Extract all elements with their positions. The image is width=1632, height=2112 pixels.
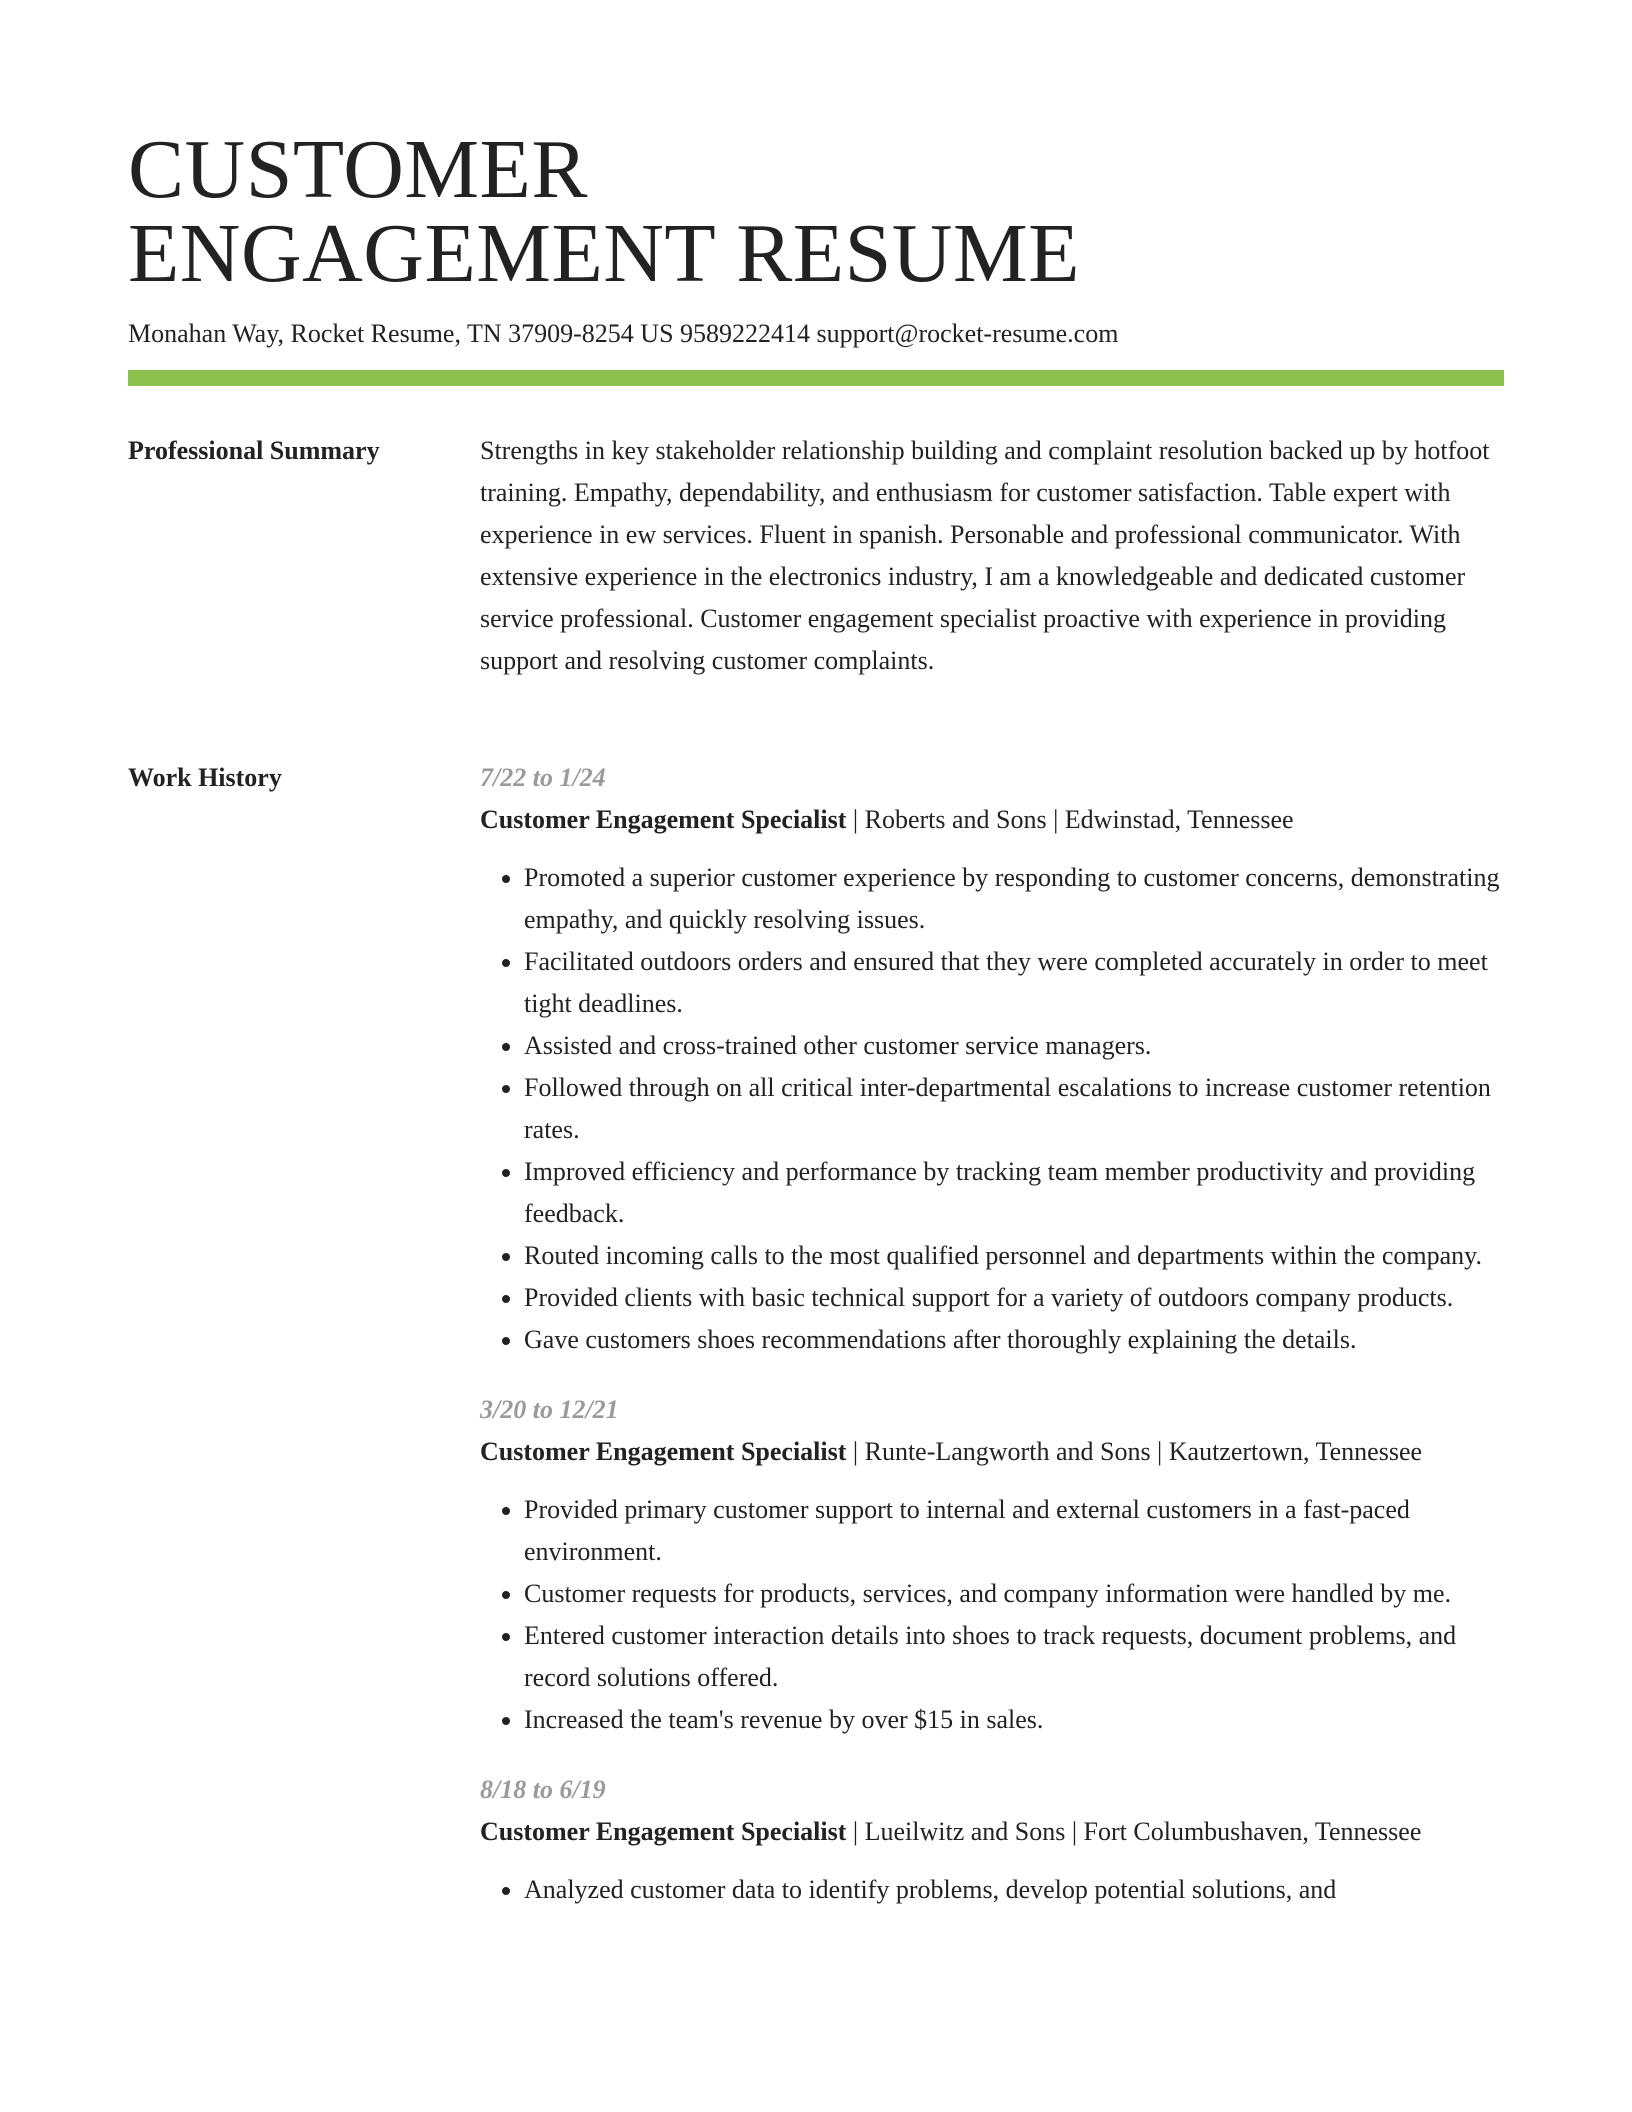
job-employer-location: | Roberts and Sons | Edwinstad, Tennessee <box>846 805 1294 834</box>
job-bullet: • Improved efficiency and performance by tracking team member productivity and providing feedback. <box>524 1151 1504 1235</box>
work-history-body <box>480 757 1504 1939</box>
job-employer-location: | Runte-Langworth and Sons | Kautzertown, Tennessee <box>846 1437 1423 1466</box>
job-bullet: • Analyzed customer data to identify problems, develop potential solutions, and <box>524 1869 1504 1911</box>
contact-info: Monahan Way, Rocket Resume, TN 37909-8254 US 9589222414 support@rocket-resume.com <box>128 319 1119 348</box>
summary-body <box>480 430 1504 682</box>
job-bullet: • Gave customers shoes recommendations after thoroughly explaining the details. <box>524 1319 1504 1361</box>
job-dates: 3/20 to 12/21 <box>480 1395 619 1424</box>
job-entry <box>480 1769 1504 1911</box>
job-dates: 7/22 to 1/24 <box>480 763 606 792</box>
job-heading <box>480 1811 1504 1853</box>
job-bullet-list <box>480 1869 1504 1911</box>
job-bullet: • Routed incoming calls to the most qualified personnel and departments within the company. <box>524 1235 1504 1277</box>
job-role: Customer Engagement Specialist <box>480 1817 847 1846</box>
job-dates: 8/18 to 6/19 <box>480 1775 606 1804</box>
job-heading <box>480 799 1504 841</box>
job-bullet: • Entered customer interaction details into shoes to track requests, document problems, and record solutions offered. <box>524 1615 1504 1699</box>
work-history-label: Work History <box>128 763 282 792</box>
job-bullet: • Customer requests for products, services, and company information were handled by me. <box>524 1573 1504 1615</box>
summary-text: Strengths in key stakeholder relationship building and complaint resolution backed up by hotfoot training. Empathy, dependability, and enthusiasm for customer satisfaction. Table expert with experience in ew services. Fluent in spanish. Personable and professional communicator. With extensive experience in the electronics industry, I am a knowledgeable and dedicated customer service professional. Customer engagement specialist proactive with experience in providing support and resolving customer complaints. <box>480 436 1490 675</box>
job-employer-location: | Lueilwitz and Sons | Fort Columbushaven, Tennessee <box>846 1817 1422 1846</box>
job-bullet: • Promoted a superior customer experience by responding to customer concerns, demonstrating empathy, and quickly resolving issues. <box>524 857 1504 941</box>
job-bullet: • Provided primary customer support to internal and external customers in a fast-paced environment. <box>524 1489 1504 1573</box>
accent-divider <box>128 370 1504 386</box>
summary-label: Professional Summary <box>128 436 380 465</box>
job-bullet: • Increased the team's revenue by over $15 in sales. <box>524 1699 1504 1741</box>
resume-title <box>128 123 1504 300</box>
job-bullet: • Assisted and cross-trained other customer service managers. <box>524 1025 1504 1067</box>
job-role: Customer Engagement Specialist <box>480 1437 847 1466</box>
job-bullet: • Followed through on all critical inter-departmental escalations to increase customer retention rates. <box>524 1067 1504 1151</box>
job-role: Customer Engagement Specialist <box>480 805 847 834</box>
job-bullet: • Facilitated outdoors orders and ensured that they were completed accurately in order to meet tight deadlines. <box>524 941 1504 1025</box>
job-entry <box>480 1389 1504 1741</box>
title-line-1: CUSTOMER <box>128 123 588 216</box>
job-heading <box>480 1431 1504 1473</box>
resume-header <box>128 123 1504 350</box>
job-bullet: • Provided clients with basic technical support for a variety of outdoors company products. <box>524 1277 1504 1319</box>
job-bullet-list <box>480 857 1504 1361</box>
job-bullet-list <box>480 1489 1504 1741</box>
title-line-2: ENGAGEMENT RESUME <box>128 207 1080 300</box>
job-entry <box>480 757 1504 1361</box>
